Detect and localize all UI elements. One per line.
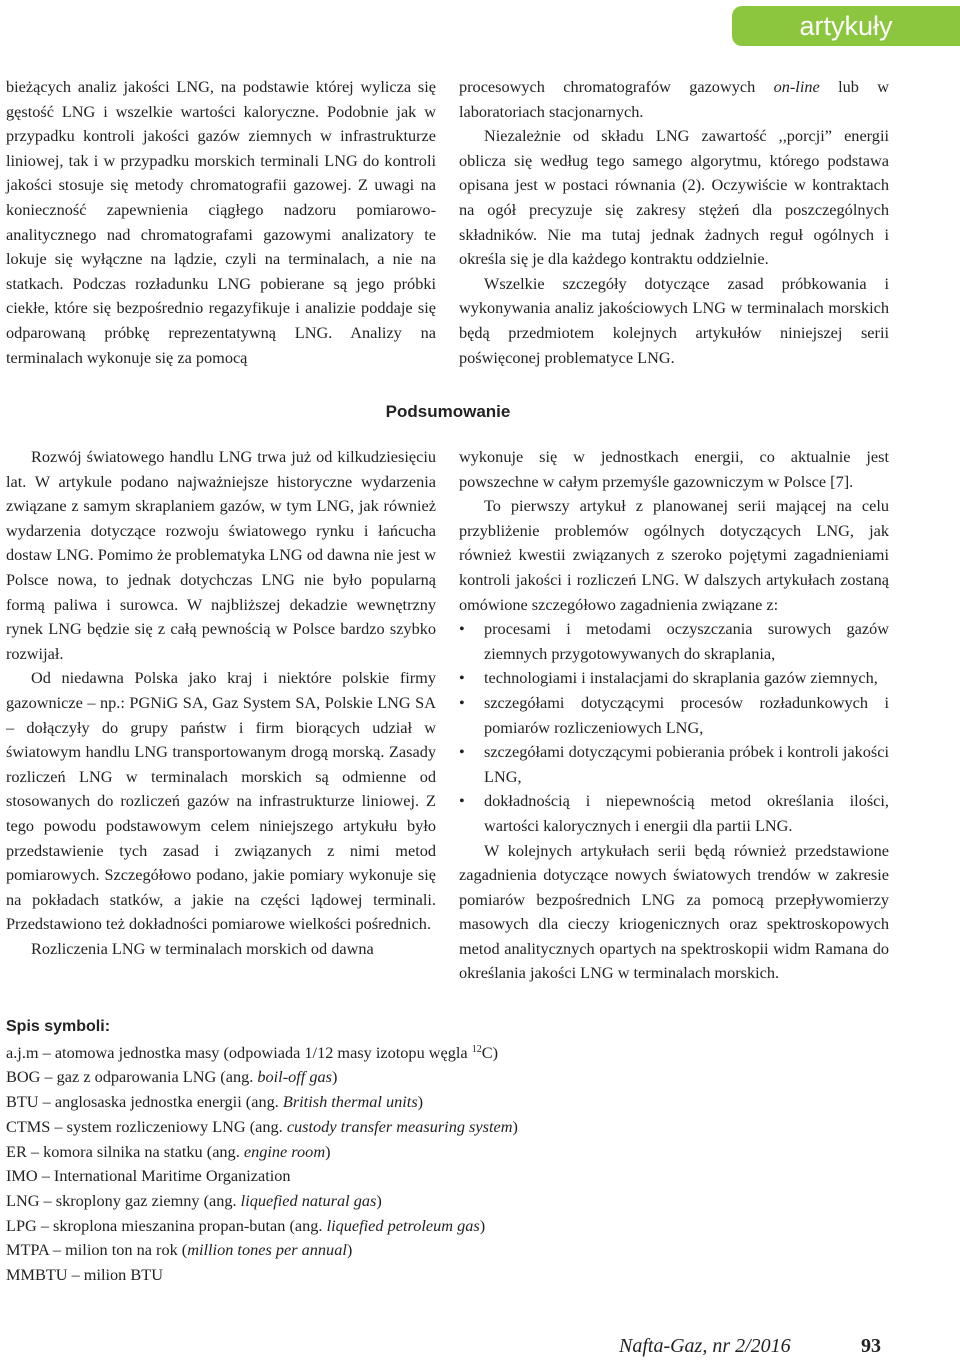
list-item: • szczegółami dotyczącymi pobierania próbek i kontroli jakości LNG, <box>459 740 889 789</box>
journal-title: Nafta-Gaz, nr 2/2016 <box>619 1335 791 1357</box>
symbol-entry: IMO – International Maritime Organization <box>6 1166 291 1186</box>
list-item: • dokładnością i niepewnością metod określania ilości, wartości kalorycznych i energii dla partii LNG. <box>459 789 889 838</box>
paragraph: Wszelkie szczegóły dotyczące zasad próbkowania i wykonywania analiz jakościowych LNG w terminalach morskich będą przedmiotem kolejnych artykułów niniejszej serii poświęconej problematyce LNG. <box>459 273 889 367</box>
paragraph: To pierwszy artykuł z planowanej serii mającej na celu przybliżenie problemów ogólnych dotyczących LNG, jak również kwestii związanych z szeroko pojętymi zagadnieniami kontroli jakości i rozliczeń LNG. W dalszych artykułach zostaną omówione szczegółowo zagadnienia związane z: <box>459 496 889 614</box>
symbols-title: Spis symboli: <box>6 1018 111 1035</box>
paragraph: bieżących analiz jakości LNG, na podstawie której wylicza się gęstość LNG i wszelkie wartości kaloryczne. Podobnie jak w przypadku kontroli jakości gazów ziemnych w infrastrukturze liniowej, tak i w przypadku morskich terminali LNG do kontroli jakości stosuje się metody chromatografii gazowej. Z uwagi na konieczność zapewnienia ciągłego nadzoru pomiarowo-analitycznego nad chromatografami gazowymi analizatory te lokuje się wyłączne na lądzie, czyli na terminalach, a nie na statkach. Podczas rozładunku LNG pobierane są jego próbki ciekłe, które się bezpośrednio regazyfikuje i analizie poddaje się odparowaną próbkę reprezentatywną LNG. Analizy na terminalach wykonuje się za pomocą <box>6 77 436 367</box>
symbol-entry: MTPA – milion ton na rok (million tones per annual) <box>6 1240 353 1260</box>
paragraph: W kolejnych artykułach serii będą również przedstawione zagadnienia dotyczące nowych światowych trendów w zakresie pomiarów bezpośrednich LNG za pomocą przepływomierzy masowych dla cieczy kriogenicznych oraz spektroskopowych metod analitycznych opartych na spektroskopii widm Ramana do określania jakości LNG w terminalach morskich. <box>459 840 889 983</box>
column-bottom-right <box>459 445 889 986</box>
list-item: • szczegółami dotyczącymi procesów rozładunkowych i pomiarów rozliczeniowych LNG, <box>459 691 889 740</box>
paragraph: Rozliczenia LNG w terminalach morskich od dawna <box>31 938 374 958</box>
paragraph: wykonuje się w jednostkach energii, co aktualnie jest powszechne w całym przemyśle gazowniczym w Polsce [7]. <box>459 447 889 491</box>
symbol-entry: CTMS – system rozliczeniowy LNG (ang. custody transfer measuring system) <box>6 1116 518 1136</box>
symbol-entry: LNG – skroplony gaz ziemny (ang. liquefied natural gas) <box>6 1190 382 1210</box>
column-top-right <box>459 75 889 370</box>
symbols-list <box>6 1015 906 1288</box>
paragraph: Od niedawna Polska jako kraj i niektóre polskie firmy gazownicze – np.: PGNiG SA, Gaz System SA, Polskie LNG SA – dołączyły do grupy państw i firm biorących udział w światowym handlu LNG transportowanym drogą morską. Zasady rozliczeń LNG w terminalach morskich są odmienne od stosowanych do rozliczeń gazów na infrastrukturze liniowej. Z tego powodu podstawowym celem niniejszego artykułu było przedstawienie tych zasad i związanych z nimi metod pomiarowych. Szczegółowo podano, jakie pomiary wykonuje się na pokładach statków, a jakie na części lądowej terminali. Przedstawiono też dokładności pomiarowe wielkości pośrednich. <box>6 668 436 934</box>
symbol-entry: BOG – gaz z odparowania LNG (ang. boil-off gas) <box>6 1067 338 1087</box>
page-number: 93 <box>861 1335 881 1357</box>
column-bottom-left <box>6 445 436 961</box>
symbol-entry: BTU – anglosaska jednostka energii (ang. British thermal units) <box>6 1092 424 1112</box>
column-top-left <box>6 75 436 370</box>
symbol-entry: MMBTU – milion BTU <box>6 1265 163 1285</box>
section-heading: Podsumowanie <box>385 402 511 421</box>
symbol-entry: LPG – skroplona mieszanina propan-butan (ang. liquefied petroleum gas) <box>6 1215 486 1235</box>
section-tab: artykuły <box>732 6 960 46</box>
list-item: • procesami i metodami oczyszczania surowych gazów ziemnych przygotowywanych do skraplania, <box>459 617 889 666</box>
paragraph: Rozwój światowego handlu LNG trwa już od kilkudziesięciu lat. W artykule podano najważniejsze historyczne wydarzenia związane z samym skraplaniem gazów, w tym LNG, jak również wydarzenia dotyczące rozwoju światowego rynku i łańcucha dostaw LNG. Pomimo że problematyka LNG od dawna nie jest w Polsce nowa, to jednak dotychczas LNG nie było popularną formą paliwa i surowca. W najbliższej dekadzie wewnętrzny rynek LNG będzie się z całą pewnością w Polsce bardzo szybko rozwijał. <box>6 447 437 663</box>
bullet-list <box>459 617 889 838</box>
paragraph: Niezależnie od składu LNG zawartość ,,porcji” energii oblicza się według tego samego algorytmu, którego podstawa opisana jest w postaci równania (2). Oczywiście w kontraktach na ogół precyzuje się zakresy stężeń dla poszczególnych składników. Nie ma tutaj jednak żadnych reguł ogólnych i określa się je dla każdego kontraktu oddzielnie. <box>459 126 889 269</box>
paragraph: procesowych chromatografów gazowych on-line lub w laboratoriach stacjonarnych. <box>459 77 890 121</box>
list-item: • technologiami i instalacjami do skraplania gazów ziemnych, <box>459 666 889 691</box>
symbol-entry: a.j.m – atomowa jednostka masy (odpowiada 1/12 masy izotopu węgla $^{12}$C) <box>6 1042 499 1062</box>
symbol-entry: ER – komora silnika na statku (ang. engine room) <box>6 1141 331 1161</box>
